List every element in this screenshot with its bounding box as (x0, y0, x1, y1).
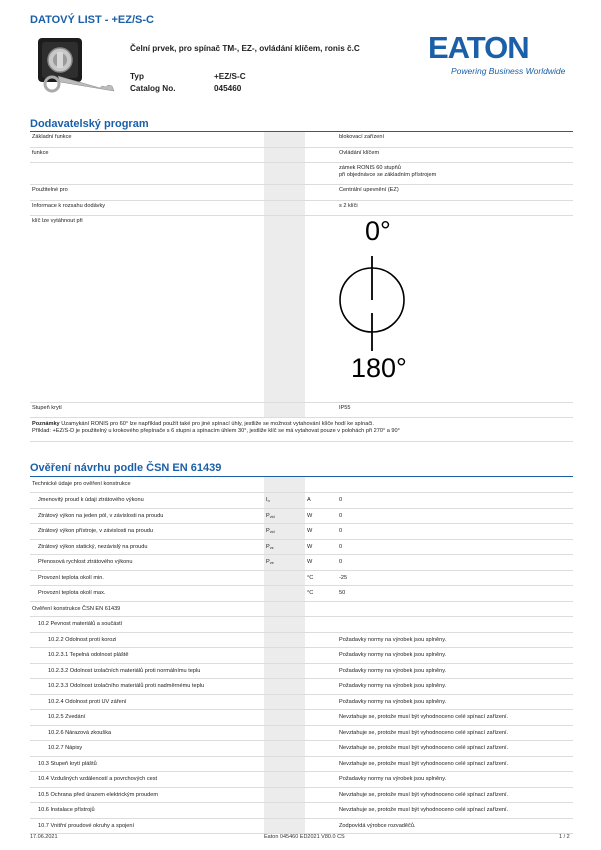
row-label: Ztrátový výkon statický, nezávislý na proudu (30, 539, 264, 555)
row-label: Provozní teplota okolí max. (30, 586, 264, 602)
row-value: s 2 klíči (337, 200, 573, 215)
diagram-label-0: 0° (365, 216, 391, 246)
table-row (30, 772, 573, 788)
row-symbol (264, 586, 305, 602)
row-value: blokovací zařízení (337, 132, 573, 147)
type-info (130, 71, 246, 95)
row-symbol (264, 663, 305, 679)
eaton-logo (428, 30, 568, 78)
row-label: 10.2.6 Nárazová zkouška (30, 725, 264, 741)
row-value: 0 (337, 508, 573, 524)
table-row (30, 663, 573, 679)
table-row (30, 539, 573, 555)
catalog-value: 045460 (214, 84, 242, 93)
row-value: Požadavky normy na výrobek jsou splněny. (337, 663, 573, 679)
row-unit (305, 679, 337, 695)
row-unit (305, 663, 337, 679)
symbol-base: P (266, 512, 270, 519)
row-unit (305, 725, 337, 741)
symbol-base: P (266, 528, 270, 534)
notes-title: Poznámky (32, 421, 60, 428)
row-unit (305, 772, 337, 788)
row-value: Nevztahuje se, protože musí být vyhodnoceno celé spínací zařízení. (337, 756, 573, 772)
row-label: 10.4 Vzdušných vzdáleností a povrchových cest (30, 772, 264, 788)
row-label: Použitelné pro (30, 185, 264, 200)
symbol-base: P (266, 543, 270, 550)
row-label: Jmenovitý proud k údaji ztrátového výkonu (30, 493, 264, 509)
row-symbol (264, 772, 305, 788)
row-symbol (264, 477, 305, 493)
row-value: 0 (337, 539, 573, 555)
row-value: Zodpovídá výrobce rozvaděčů. (337, 818, 573, 834)
table-row (30, 477, 573, 493)
row-unit: W (305, 524, 337, 540)
row-value: Požadavky normy na výrobek jsou splněny. (337, 694, 573, 710)
row-unit: A (305, 493, 337, 509)
diagram-label-180: 180° (351, 353, 407, 383)
row-label: 10.2.3.1 Tepelná odolnost pláště (30, 648, 264, 664)
row-value: Centrální upevnění (EZ) (337, 185, 573, 200)
row-unit (305, 756, 337, 772)
row-label: 10.2 Pevnost materiálů a součástí (30, 617, 264, 633)
row-label: Ztrátový výkon přístroje, v závislosti na proudu (30, 524, 264, 540)
table-row (30, 741, 573, 757)
row-label: 10.2.3.3 Odolnost izolačního materiálů proti nadměrnému teplu (30, 679, 264, 695)
type-value: +EZ/S-C (214, 72, 246, 81)
row-label: 10.2.7 Nápisy (30, 741, 264, 757)
section-title-supplier-program: Dodavatelský program (30, 118, 149, 130)
row-value: Požadavky normy na výrobek jsou splněny. (337, 679, 573, 695)
row-symbol (264, 679, 305, 695)
table-row (30, 803, 573, 819)
row-label: 10.7 Vnitřní proudové okruhy a spojení (30, 818, 264, 834)
row-symbol (264, 710, 305, 726)
row-symbol (264, 524, 305, 540)
row-label: Ověření konstrukce ČSN EN 61439 (30, 601, 264, 617)
row-value (337, 477, 573, 493)
type-label: Typ (130, 72, 144, 81)
row-symbol (264, 508, 305, 524)
row-unit: °C (305, 570, 337, 586)
table-row (30, 694, 573, 710)
row-unit (305, 477, 337, 493)
table-row (30, 493, 573, 509)
table-row (30, 756, 573, 772)
row-value: 0 (337, 524, 573, 540)
row-value: Nevztahuje se, protože musí být vyhodnoceno celé spínací zařízení. (337, 741, 573, 757)
symbol-subscript: vid (269, 514, 275, 519)
symbol-base: P (266, 559, 270, 565)
row-symbol (264, 539, 305, 555)
row-label: Přenosová rychlost ztrátového výkonu (30, 555, 264, 571)
table-row (30, 163, 573, 185)
row-symbol (264, 555, 305, 571)
product-description: Čelní prvek, pro spínač TM-, EZ-, ovládání klíčem, ronis č.C (130, 44, 360, 53)
row-unit (305, 787, 337, 803)
table-row (30, 710, 573, 726)
row-value: Požadavky normy na výrobek jsou splněny. (337, 632, 573, 648)
symbol-subscript: n (267, 499, 270, 503)
table-row (30, 216, 573, 403)
row-unit (305, 601, 337, 617)
table-row (30, 648, 573, 664)
row-label: Technické údaje pro ověření konstrukce (30, 477, 264, 493)
symbol-subscript: vid (269, 530, 275, 534)
table-row (30, 132, 573, 147)
row-unit (305, 710, 337, 726)
row-unit (305, 741, 337, 757)
table-row (30, 725, 573, 741)
row-label: Ztrátový výkon na jeden pól, v závislosti na proudu (30, 508, 264, 524)
row-label: Provozní teplota okolí min. (30, 570, 264, 586)
row-value: Požadavky normy na výrobek jsou splněny. (337, 772, 573, 788)
row-unit (305, 803, 337, 819)
table-row (30, 679, 573, 695)
row-label: 10.2.3.2 Odolnost izolačních materiálů proti normálnímu teplu (30, 663, 264, 679)
row-symbol (264, 756, 305, 772)
footer-date: 17.06.2021 (30, 834, 58, 840)
row-symbol (264, 632, 305, 648)
row-unit (305, 617, 337, 633)
table-row (30, 200, 573, 215)
row-value: IP55 (337, 403, 573, 418)
row-symbol (264, 493, 305, 509)
table-row (30, 787, 573, 803)
row-symbol (264, 570, 305, 586)
row-label: klíč lze vytáhnout při (30, 216, 264, 403)
row-symbol (264, 741, 305, 757)
row-label: funkce (30, 147, 264, 162)
row-unit: W (305, 555, 337, 571)
row-label: 10.2.2 Odolnost proti korozi (30, 632, 264, 648)
table-row (30, 524, 573, 540)
row-value: Ovládání klíčem (337, 147, 573, 162)
symbol-subscript: vs (269, 545, 274, 550)
row-unit (305, 694, 337, 710)
table-row (30, 403, 573, 418)
row-value: Nevztahuje se, protože musí být vyhodnoceno celé spínací zařízení. (337, 803, 573, 819)
table-row (30, 147, 573, 162)
row-symbol (264, 648, 305, 664)
row-value: -25 (337, 570, 573, 586)
row-value: Nevztahuje se, protože musí být vyhodnoceno celé spínací zařízení. (337, 787, 573, 803)
product-image (30, 36, 118, 96)
table-row (30, 632, 573, 648)
row-label: Stupeň krytí (30, 403, 264, 418)
row-label: 10.2.5 Zvedání (30, 710, 264, 726)
table-row (30, 508, 573, 524)
row-unit (305, 632, 337, 648)
logo-wordmark: EATON (428, 30, 529, 65)
design-verification-table (30, 477, 573, 834)
symbol-base: I (266, 497, 268, 503)
footer-document-id: Eaton 045460 ED2021 V80.0 CS (264, 834, 345, 840)
table-row (30, 555, 573, 571)
supplier-program-table (30, 132, 573, 442)
row-label: 10.6 Instalace přístrojů (30, 803, 264, 819)
symbol-subscript: ve (269, 561, 274, 565)
table-row (30, 601, 573, 617)
row-value: 50 (337, 586, 573, 602)
row-symbol (264, 818, 305, 834)
catalog-label: Catalog No. (130, 84, 176, 93)
table-row (30, 570, 573, 586)
row-value: Nevztahuje se, protože musí být vyhodnoceno celé spínací zařízení. (337, 725, 573, 741)
row-symbol (264, 725, 305, 741)
notes-line-2: Příklad: +EZ/S-D je použitelný u krokového přepínače s 6 stupni a spínacím úhlem 30°, jestliže klíč se má vytahovat pouze v polohách při 270° a 90° (32, 428, 400, 435)
row-symbol (264, 787, 305, 803)
row-unit: W (305, 508, 337, 524)
row-symbol (264, 803, 305, 819)
row-value (337, 601, 573, 617)
row-value (337, 617, 573, 633)
row-symbol (264, 601, 305, 617)
section-title-design-verification: Ověření návrhu podle ČSN EN 61439 (30, 462, 222, 474)
row-unit (305, 648, 337, 664)
notes-row (30, 418, 573, 442)
row-label: Základní funkce (30, 132, 264, 147)
row-unit: W (305, 539, 337, 555)
row-label: 10.3 Stupeň krytí pláštů (30, 756, 264, 772)
row-value: Nevztahuje se, protože musí být vyhodnoceno celé spínací zařízení. (337, 710, 573, 726)
row-value: 0 (337, 493, 573, 509)
table-row (30, 818, 573, 834)
row-label: 10.5 Ochrana před úrazem elektrickým proudem (30, 787, 264, 803)
row-value: při objednávce se základním přístrojem (339, 172, 437, 179)
table-row (30, 617, 573, 633)
row-symbol (264, 617, 305, 633)
table-row (30, 586, 573, 602)
row-unit (305, 818, 337, 834)
logo-slogan: Powering Business Worldwide (451, 66, 566, 76)
row-value: Požadavky normy na výrobek jsou splněny. (337, 648, 573, 664)
table-row (30, 185, 573, 200)
document-title: DATOVÝ LIST - +EZ/S-C (30, 14, 154, 26)
notes-line-1: Uzamykání RONIS pro 60° lze například použít také pro jiné spínací úhly, jestliže se možnost vytahování klíče hodí ke spínači. (61, 421, 374, 428)
footer-page-number: 1 / 2 (559, 834, 570, 840)
row-symbol (264, 694, 305, 710)
row-unit: °C (305, 586, 337, 602)
row-label: Informace k rozsahu dodávky (30, 200, 264, 215)
row-value: zámek RONIS 60 stupňů (339, 165, 401, 172)
row-value: 0 (337, 555, 573, 571)
row-label: 10.2.4 Odolnost proti UV záření (30, 694, 264, 710)
